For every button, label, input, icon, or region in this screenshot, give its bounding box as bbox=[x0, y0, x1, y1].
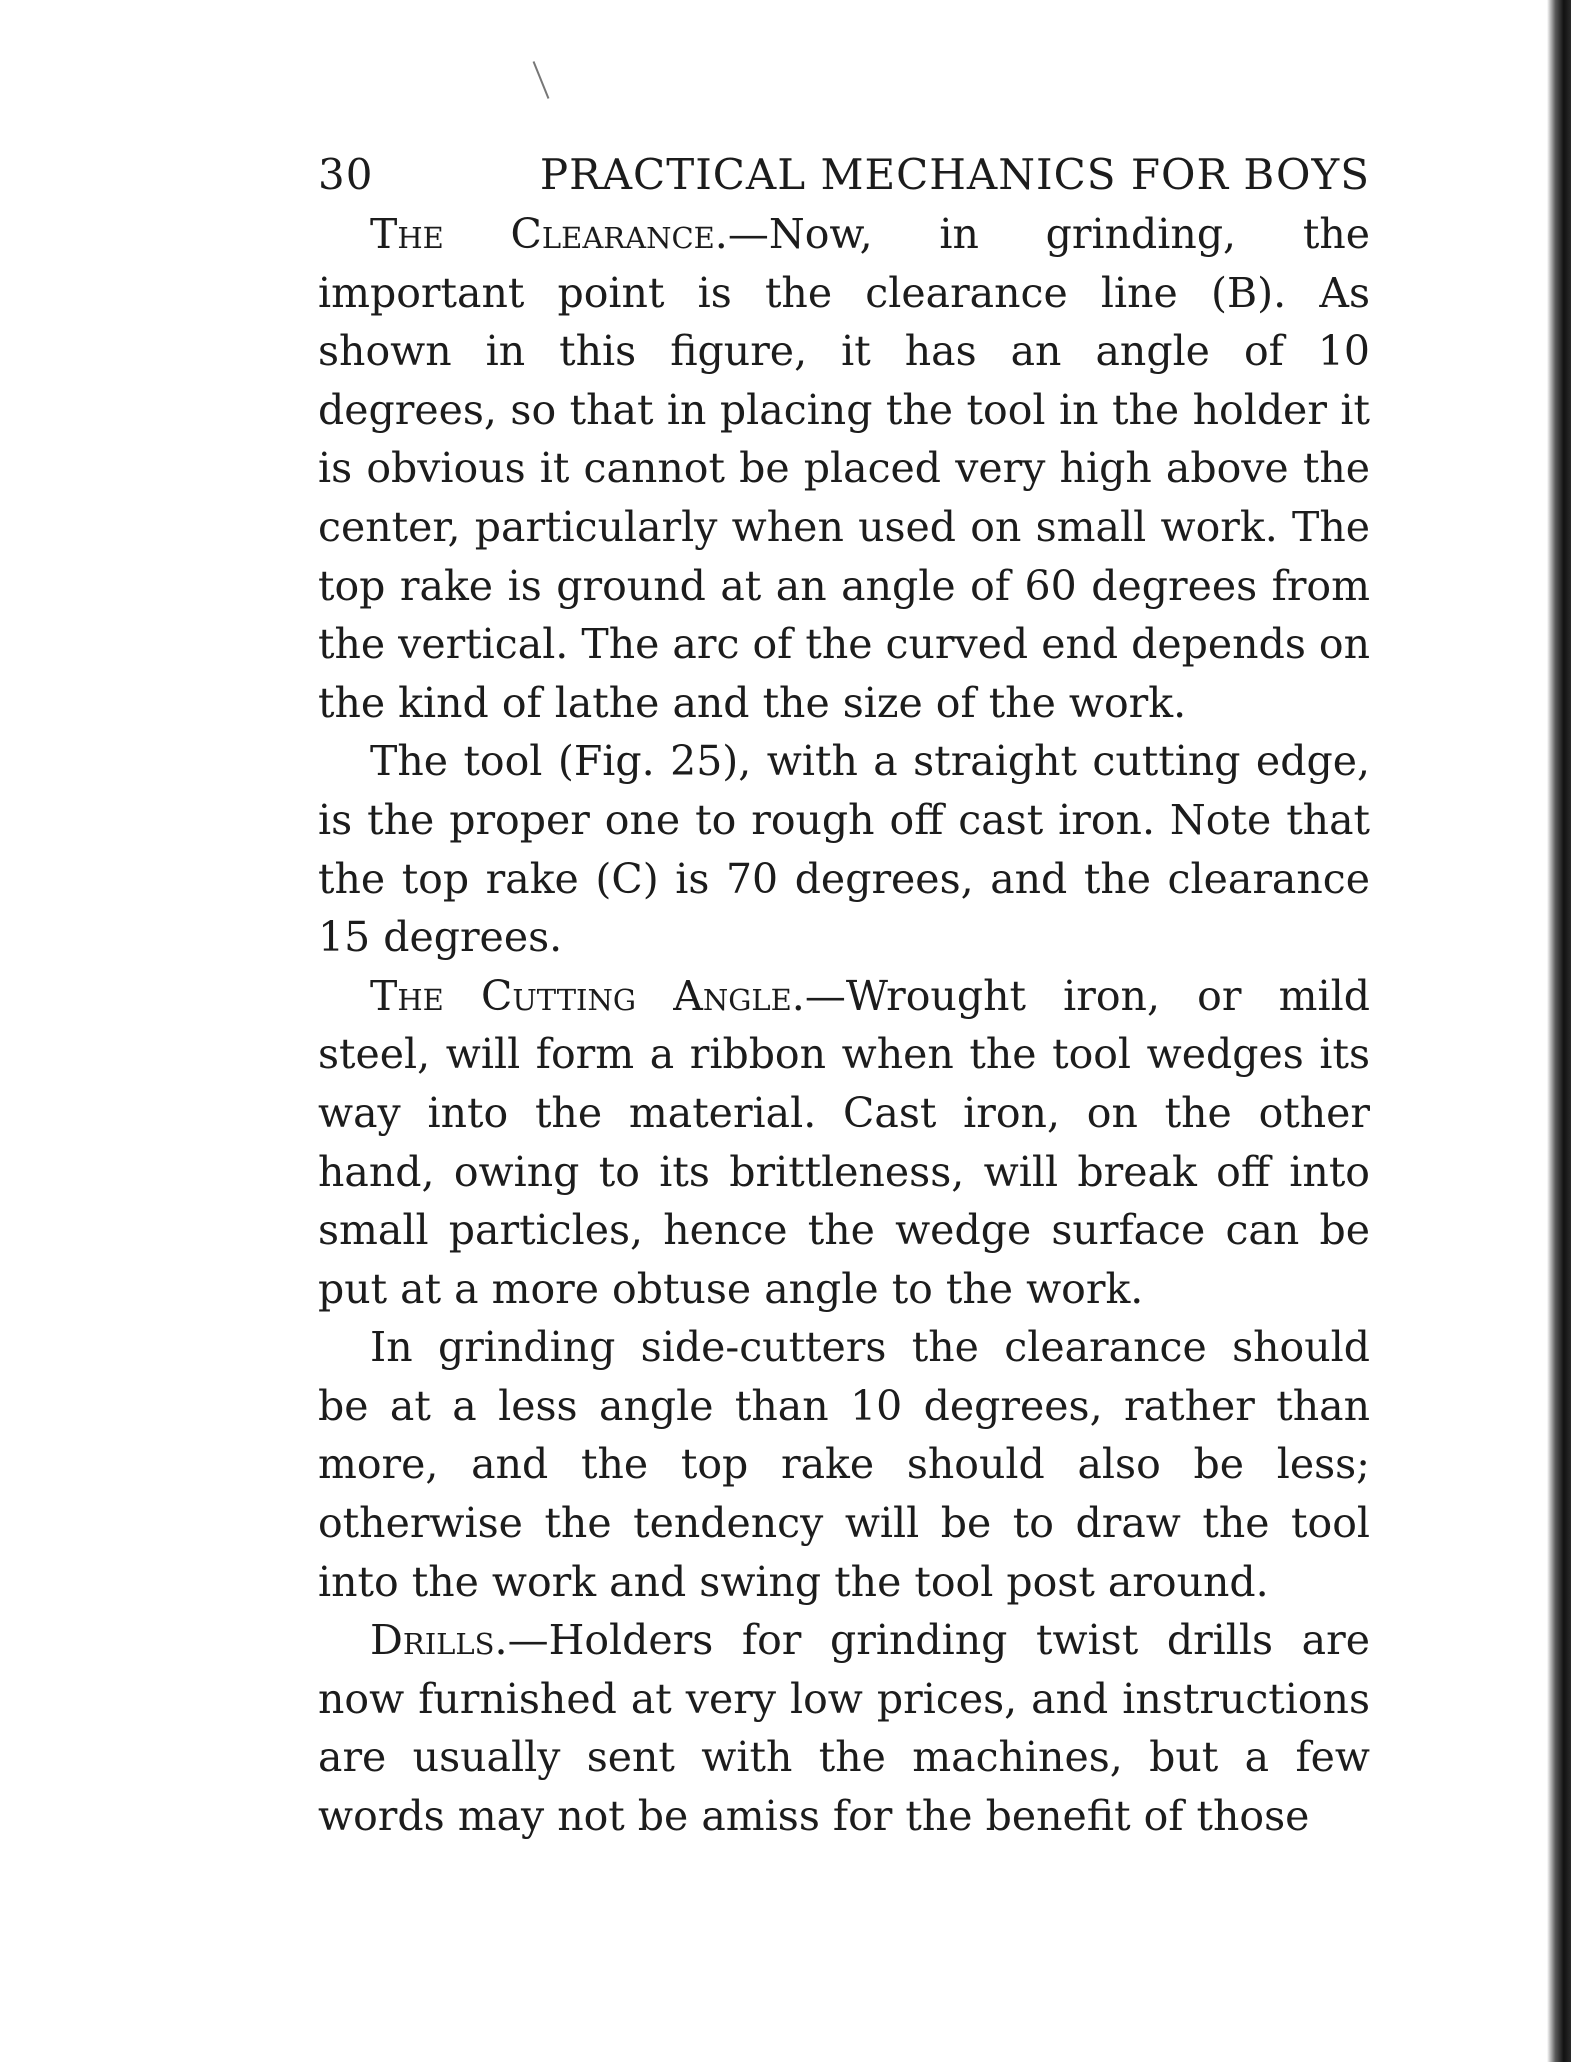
paragraph-text: —Now, in grinding, the important point is the clearance line (B). As shown in this figure, it has an angle of 10 degrees, so that in placing the tool in the holder it is obvious it cannot be placed very high above the center, particularly when used on small work. The top rake is ground at an angle of 60 degrees from the vertical. The arc of the curved end depends on the kind of lathe and the size of the work. bbox=[318, 210, 1370, 727]
binding-shadow bbox=[1547, 0, 1571, 2062]
paragraph-text: —Holders for grinding twist drills are now furnished at very low prices, and instructions are usually sent with the machines, but a few words may not be amiss for the benefit of those bbox=[318, 1616, 1370, 1841]
section-heading-drills: Drills. bbox=[370, 1616, 508, 1665]
running-head bbox=[318, 150, 1370, 199]
section-heading-clearance: The Clearance. bbox=[370, 210, 728, 258]
stray-pencil-mark bbox=[533, 61, 550, 99]
paragraph-cutting-angle bbox=[318, 967, 1370, 1319]
paragraph-text: —Wrought iron, or mild steel, will form a ribbon when the tool wedges its way into the material. Cast iron, on the other hand, owing to its brittleness, will break off into small particles, hence the wedge surface can be put at a more obtuse angle to the work. bbox=[318, 971, 1371, 1313]
section-heading-cutting-angle: The Cutting Angle. bbox=[370, 971, 805, 1020]
paragraph-text: The tool (Fig. 25), with a straight cutting edge, is the proper one to rough off cast iron. Note that the top rake (C) is 70 degrees, and the clearance 15 degrees. bbox=[318, 737, 1370, 962]
paragraph-drills bbox=[318, 1611, 1370, 1845]
body-text bbox=[318, 205, 1370, 1846]
paragraph-tool-fig-25 bbox=[318, 732, 1370, 966]
paragraph-text: In grinding side-cutters the clearance should be at a less angle than 10 degrees, rather than more, and the top rake should also be less; otherwise the tendency will be to draw the tool into the work and swing the tool post around. bbox=[318, 1323, 1370, 1606]
page-number: 30 bbox=[318, 150, 374, 199]
running-title: PRACTICAL MECHANICS FOR BOYS bbox=[539, 150, 1370, 199]
paragraph-side-cutters bbox=[318, 1318, 1370, 1611]
paragraph-clearance bbox=[318, 205, 1370, 732]
book-page bbox=[318, 150, 1370, 1846]
